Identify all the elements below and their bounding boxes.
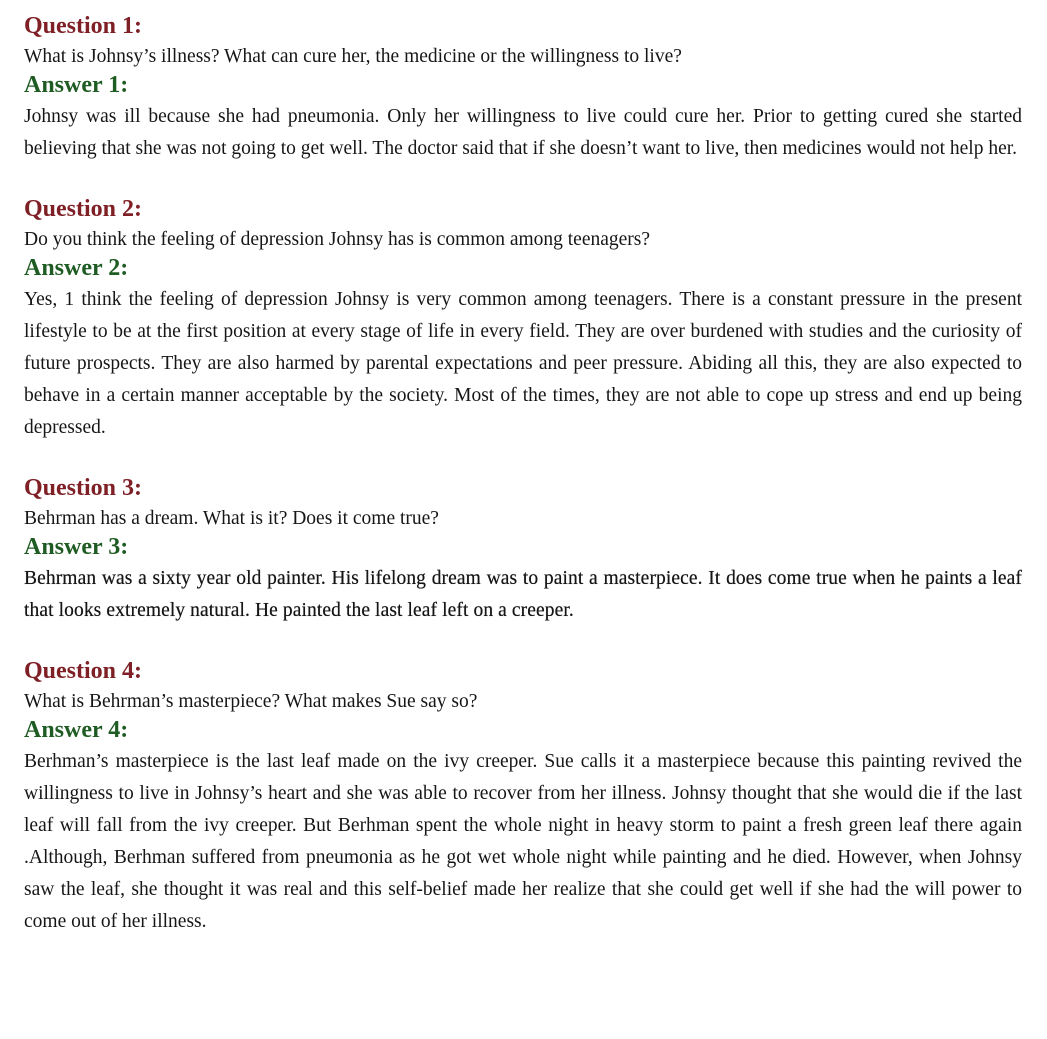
qa-block-4 [24, 655, 1022, 938]
question-2-text: Do you think the feeling of depression Johnsy has is common among teenagers? [24, 229, 651, 250]
answer-4-text: Berhman’s masterpiece is the last leaf made on the ivy creeper. Sue calls it a masterpiece because this painting revived the willingness to live in Johnsy’s heart and she was able to recover from her illness. Johnsy thought that she would die if the last leaf will fall from the ivy creeper. But Berhman spent the whole night in heavy storm to paint a fresh green leaf there again .Although, Berhman suffered from pneumonia as he got wet whole night while painting and he died. However, when Johnsy saw the leaf, she thought it was real and this self-belief made her realize that she could get well if she had the will power to come out of her illness. [24, 751, 1022, 932]
question-4-text: What is Behrman’s masterpiece? What makes Sue say so? [24, 691, 478, 712]
answer-2-text: Yes, 1 think the feeling of depression Johnsy is very common among teenagers. There is a constant pressure in the present lifestyle to be at the first position at every stage of life in every field. They are over burdened with studies and the curiosity of future prospects. They are also harmed by parental expectations and peer pressure. Abiding all this, they are also expected to behave in a certain manner acceptable by the society. Most of the times, they are not able to cope up stress and end up being depressed. [24, 289, 1022, 438]
qa-block-1 [24, 10, 1022, 165]
answer-3-heading: Answer 3: [24, 534, 129, 560]
answer-1-text: Johnsy was ill because she had pneumonia. Only her willingness to live could cure her. Prior to getting cured she started believing that she was not going to get well. The doctor said that if she doesn’t want to live, then medicines would not help her. [24, 106, 1022, 159]
answer-4-heading: Answer 4: [24, 717, 129, 743]
qa-block-2 [24, 193, 1022, 444]
question-1-text: What is Johnsy’s illness? What can cure her, the medicine or the willingness to live? [24, 46, 682, 67]
question-3-heading: Question 3: [24, 475, 143, 501]
answer-1-heading: Answer 1: [24, 72, 129, 98]
qa-block-3 [24, 472, 1022, 627]
question-2-heading: Question 2: [24, 196, 143, 222]
question-3-text: Behrman has a dream. What is it? Does it come true? [24, 508, 439, 529]
question-1-heading: Question 1: [24, 13, 143, 39]
question-4-heading: Question 4: [24, 658, 143, 684]
answer-2-heading: Answer 2: [24, 255, 129, 281]
answer-3-text: Behrman was a sixty year old painter. His lifelong dream was to paint a masterpiece. It does come true when he paints a leaf that looks extremely natural. He painted the last leaf left on a creeper. [24, 568, 1022, 621]
